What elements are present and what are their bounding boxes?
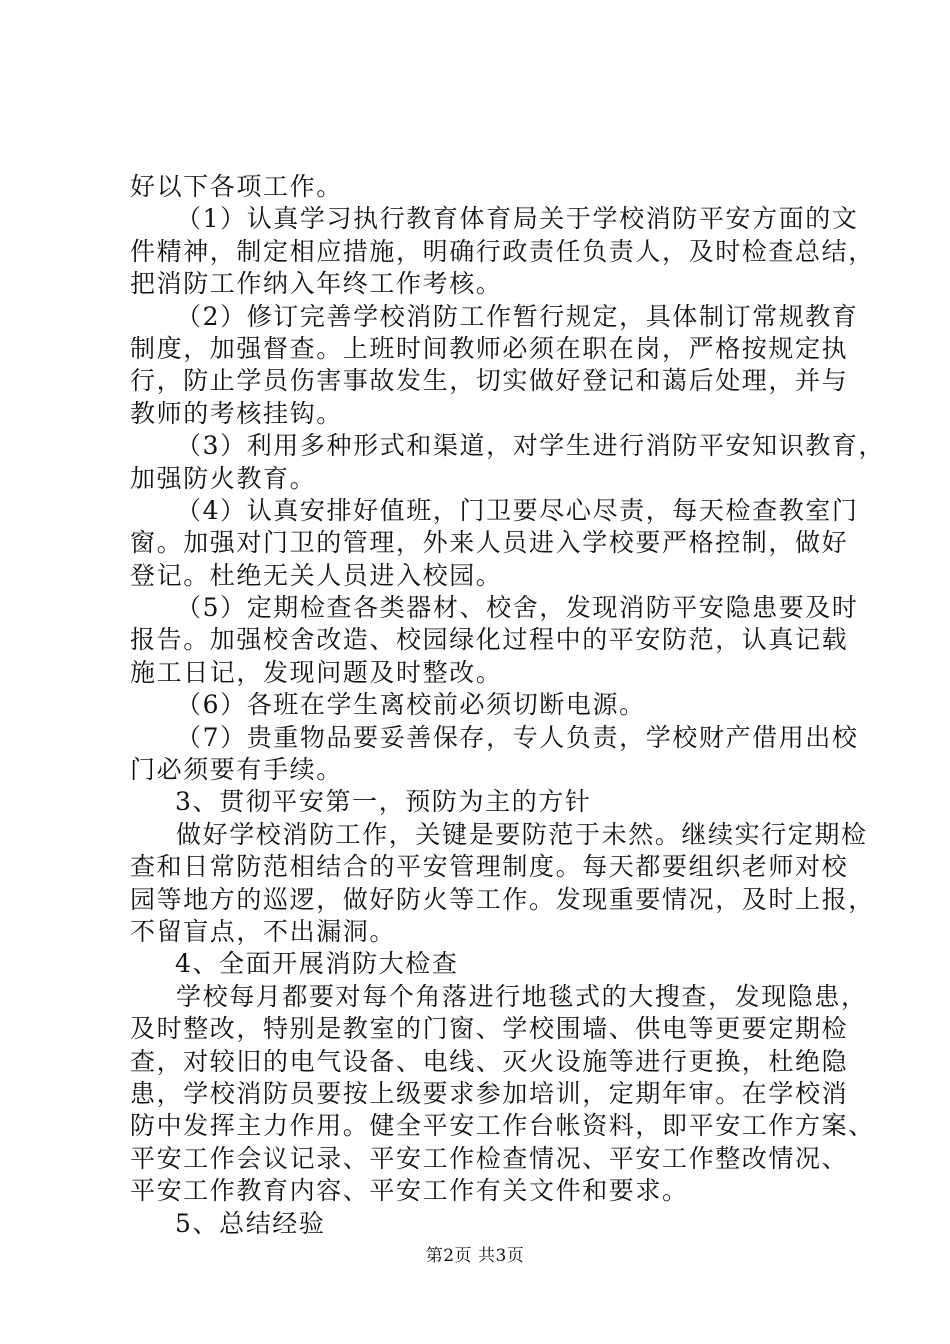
text-line: （1）认真学习执行教育体育局关于学校消防平安方面的文: [176, 204, 859, 234]
text-line: 园等地方的巡逻，做好防火等工作。发现重要情况，及时上报，: [130, 884, 875, 914]
text-line: 不留盲点，不出漏洞。: [130, 916, 397, 946]
text-line: 查，对较旧的电气设备、电线、灭火设施等进行更换，杜绝隐: [130, 1046, 849, 1076]
text-line: 登记。杜绝无关人员进入校园。: [130, 560, 503, 590]
text-line: 学校每月都要对每个角落进行地毯式的大搜查，发现隐患，: [176, 981, 868, 1011]
text-line: （4）认真安排好值班，门卫要尽心尽责，每天检查教室门: [176, 495, 859, 525]
text-line: 把消防工作纳入年终工作考核。: [130, 269, 503, 299]
text-line: 件精神，制定相应措施，明确行政责任负责人，及时检查总结，: [130, 236, 875, 266]
text-line: （7）贵重物品要妥善保存，专人负责，学校财产借用出校: [176, 722, 859, 752]
text-line: 报告。加强校舍改造、校园绿化过程中的平安防范，认真记载: [130, 625, 849, 655]
text-line: 及时整改，特别是教室的门窗、学校围墙、供电等更要定期检: [130, 1014, 849, 1044]
text-line: 好以下各项工作。: [130, 172, 343, 201]
text-line: 加强防火教育。: [130, 463, 317, 493]
text-line: 查和日常防范相结合的平安管理制度。每天都要组织老师对校: [130, 852, 849, 882]
text-line: 窗。加强对门卫的管理，外来人员进入学校要严格控制，做好: [130, 528, 849, 558]
document-body: [130, 171, 886, 1240]
text-line: 教师的考核挂钩。: [130, 398, 343, 428]
text-line: 患，学校消防员要按上级要求参加培训，定期年审。在学校消: [130, 1078, 849, 1108]
text-line: （3）利用多种形式和渠道，对学生进行消防平安知识教育，: [176, 431, 886, 461]
section-heading: 4、全面开展消防大检查: [175, 949, 459, 979]
text-line: 做好学校消防工作，关键是要防范于未然。继续实行定期检: [176, 819, 868, 849]
text-line: 防中发挥主力作用。健全平安工作台帐资料，即平安工作方案、: [130, 1111, 875, 1141]
text-line: （5）定期检查各类器材、校舍，发现消防平安隐患要及时: [176, 593, 859, 623]
text-line: 平安工作教育内容、平安工作有关文件和要求。: [130, 1176, 689, 1206]
text-line: （6）各班在学生离校前必须切断电源。: [176, 690, 646, 720]
text-line: 施工日记，发现问题及时整改。: [130, 657, 503, 687]
page-number-footer: 第2页 共3页: [425, 1246, 525, 1266]
text-line: 行，防止学员伤害事故发生，切实做好登记和蔼后处理，并与: [130, 366, 849, 396]
section-heading: 3、贯彻平安第一，预防为主的方针: [175, 787, 592, 817]
text-line: 平安工作会议记录、平安工作检查情况、平安工作整改情况、: [130, 1143, 849, 1173]
text-line: 门必须要有手续。: [130, 755, 343, 785]
section-heading: 5、总结经验: [175, 1208, 326, 1238]
text-line: 制度，加强督查。上班时间教师必须在职在岗，严格按规定执: [130, 333, 849, 363]
text-line: （2）修订完善学校消防工作暂行规定，具体制订常规教育: [176, 301, 859, 331]
